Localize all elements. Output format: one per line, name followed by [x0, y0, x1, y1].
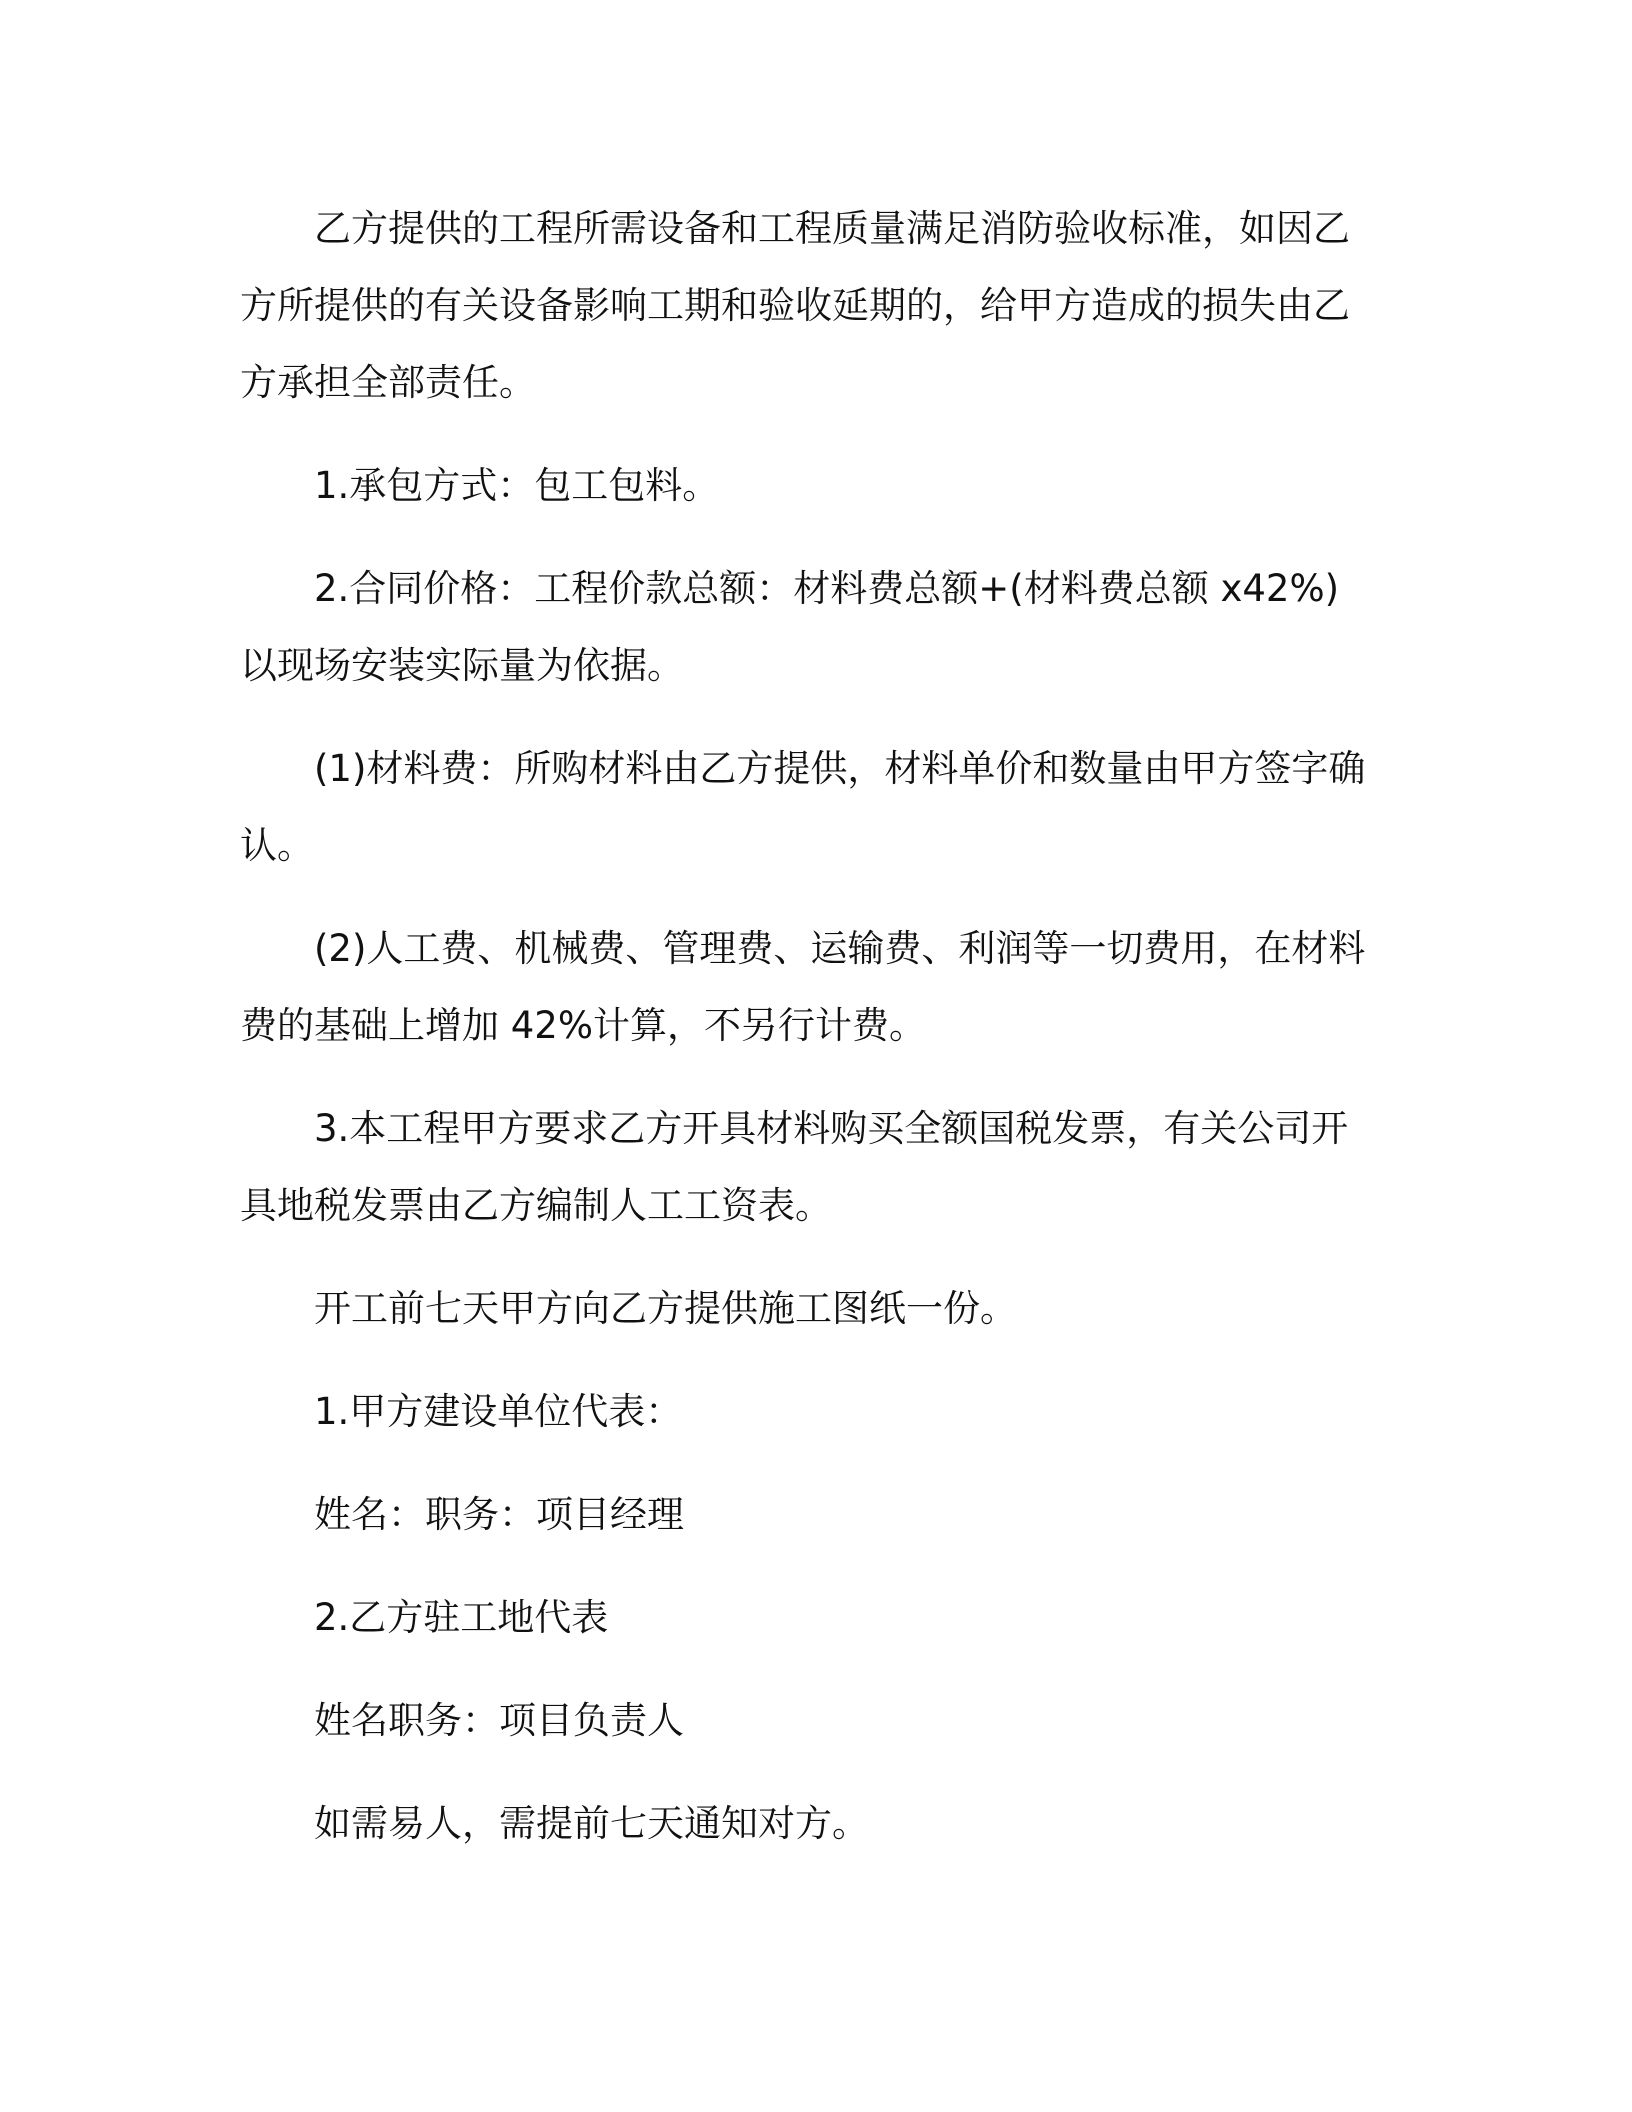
- paragraph-labor-cost: (2)人工费、机械费、管理费、运输费、利润等一切费用，在材料费的基础上增加 42%计算，不另行计费。: [240, 927, 1366, 1047]
- document-page: [240, 190, 1370, 1888]
- paragraph-invoice: 3.本工程甲方要求乙方开具材料购买全额国税发票，有关公司开具地税发票由乙方编制人工工资表。: [240, 1107, 1349, 1227]
- paragraph-party-b-rep: 2.乙方驻工地代表: [314, 1596, 609, 1639]
- paragraph-contract-method: 1.承包方式：包工包料。: [314, 464, 720, 507]
- paragraph-party-a-rep: 1.甲方建设单位代表：: [314, 1390, 683, 1433]
- paragraph-equipment-quality: 乙方提供的工程所需设备和工程质量满足消防验收标准，如因乙方所提供的有关设备影响工期和验收延期的，给甲方造成的损失由乙方承担全部责任。: [240, 207, 1350, 404]
- paragraph-drawings: 开工前七天甲方向乙方提供施工图纸一份。: [314, 1287, 1017, 1330]
- paragraph-material-cost: (1)材料费：所购材料由乙方提供，材料单价和数量由甲方签字确认。: [240, 747, 1366, 867]
- paragraph-party-a-name: 姓名：职务：项目经理: [314, 1493, 684, 1536]
- paragraph-contract-price: 2.合同价格：工程价款总额：材料费总额+(材料费总额 x42%)以现场安装实际量为依据。: [240, 567, 1340, 687]
- paragraph-party-b-name: 姓名职务：项目负责人: [314, 1699, 684, 1742]
- paragraph-replacement-notice: 如需易人，需提前七天通知对方。: [314, 1802, 869, 1845]
